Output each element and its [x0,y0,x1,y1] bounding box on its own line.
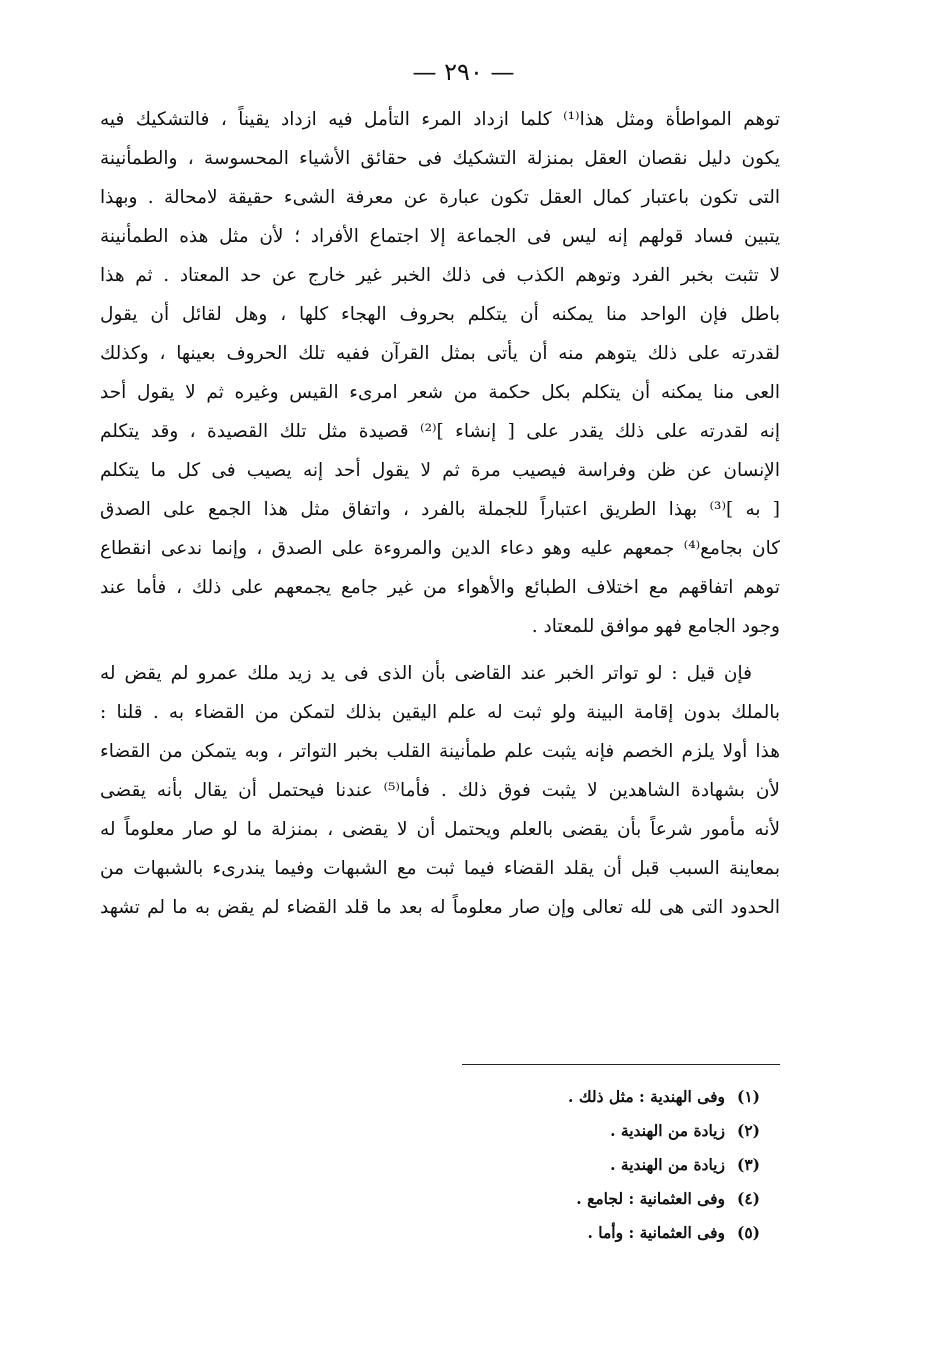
page-number: — ٢٩٠ — [412,58,515,86]
footnote-item [380,1216,760,1250]
text-line: فإن قيل : لو تواتر الخبر عند القاضى بأن الذى فى يد زيد ملك عمرو لم يقض له [100,663,752,684]
footnote-item [380,1182,760,1216]
text-line: لأن بشهادة الشاهدين لا يثبت فوق ذلك . فأما⁽⁵⁾ عندنا فيحتمل أن يقال بأنه يقضى [100,780,780,801]
footnote-item [380,1148,760,1182]
footnote-text: وفى الهندية : مثل ذلك . [568,1087,725,1106]
footnote-item [380,1114,760,1148]
footnote-divider [462,1064,780,1065]
text-line: التى تكون باعتبار كمال العقل تكون عبارة عن معرفة الشىء حقيقة لامحالة . وبهذا [100,187,780,208]
footnote-number: (٣) [736,1155,760,1174]
footnote-number: (٥) [736,1223,760,1242]
paragraph-2 [100,654,780,927]
footnote-item [380,1080,760,1114]
footnote-text: زيادة من الهندية . [610,1121,725,1140]
footnote-text: وفى العثمانية : وأما . [587,1223,725,1242]
text-line: كان بجامع⁽⁴⁾ جمعهم عليه وهو دعاء الدين والمروءة على الصدق ، وإنما ندعى انقطاع [100,538,780,559]
text-line: العى منا يمكنه أن يتكلم بكل حكمة من شعر امرىء القيس وغيره ثم لا يقول أحد [100,382,780,403]
text-line: يكون دليل نقصان العقل بمنزلة التشكيك فى حقائق الأشياء المحسوسة ، والطمأنينة [100,148,780,169]
footnote-number: (٢) [736,1121,760,1140]
footnote-number: (٤) [736,1189,760,1208]
text-line: وجود الجامع فهو موافق للمعتاد . [531,616,780,637]
text-line: الحدود التى هى لله تعالى وإن صار معلوماً له بعد ما قلد القضاء لم يقض به ما لم تشهد [100,897,780,918]
text-line: إنه لقدرته على ذلك يقدر على [ إنشاء ]⁽²⁾ قصيدة مثل تلك القصيدة ، وقد يتكلم [100,421,780,442]
text-line: [ به ]⁽³⁾ بهذا الطريق اعتباراً للجملة بالفرد ، واتفاق مثل هذا الجمع على الصدق [100,499,780,520]
text-line: لقدرته على ذلك يتوهم منه أن يأتى بمثل القرآن ففيه تلك الحروف بعينها ، وكذلك [100,343,780,364]
body-text [100,100,780,927]
text-line: بمعاينة السبب قبل أن يقلد القضاء فيما ثبت مع الشبهات وفيما يندرىء بالشبهات من [100,858,780,879]
text-line: توهم اتفاقهم مع اختلاف الطبائع والأهواء من غير جامع يجمعهم على ذلك ، فأما عند [100,577,780,598]
text-line: باطل فإن الواحد منا يمكنه أن يتكلم بحروف الهجاء كلها ، وهل لقائل أن يقول [100,304,780,325]
text-line: الإنسان عن ظن وفراسة فيصيب مرة ثم لا يقول أحد إنه يصيب فى كل ما يتكلم [100,460,780,481]
footnote-text: زيادة من الهندية . [610,1155,725,1174]
text-line: توهم المواطأة ومثل هذا⁽¹⁾ كلما ازداد المرء التأمل فيه ازداد يقيناً ، فالتشكيك فيه [100,109,780,130]
paragraph-1 [100,100,780,646]
text-line: يتبين فساد قولهم إنه ليس فى الجماعة إلا اجتماع الأفراد ؛ لأن مثل هذه الطمأنينة [100,226,780,247]
text-line: لأنه مأمور شرعاً بأن يقضى بالعلم ويحتمل أن لا يقضى ، بمنزلة ما لو صار معلوماً له [100,819,780,840]
text-line: لا تثبت بخبر الفرد وتوهم الكذب فى ذلك الخبر غير خارج عن حد المعتاد . ثم هذا [100,265,780,286]
footnote-number: (١) [736,1087,760,1106]
text-line: هذا أولا يلزم الخصم فإنه يثبت علم طمأنينة القلب بخبر التواتر ، وبه يتمكن من القضاء [100,741,780,762]
text-line: بالملك بدون إقامة البينة ولو ثبت له علم اليقين بذلك لتمكن من القضاء به . قلنا : [100,702,780,723]
footnotes [380,1080,760,1250]
footnote-text: وفى العثمانية : لجامع . [576,1189,725,1208]
